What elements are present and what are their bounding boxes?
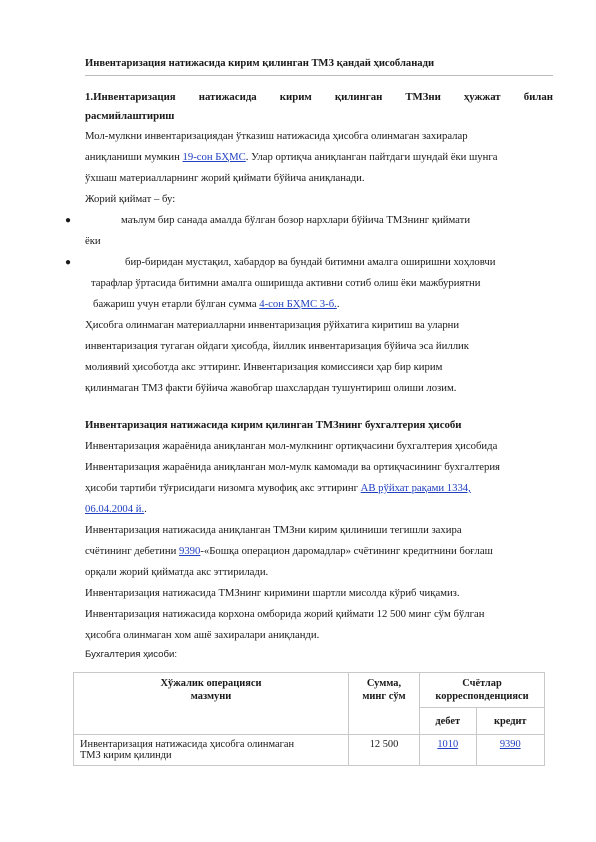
link-av-date[interactable]: 06.04.2004 й. bbox=[85, 503, 145, 515]
or-text: ёки bbox=[85, 235, 101, 247]
accounting-table bbox=[73, 672, 545, 766]
section-1-heading: 1.Инвентаризация натижасида кирим қилинган ТМЗни ҳужжат билан bbox=[85, 91, 553, 103]
paragraph: орқали жорий қийматда акс эттирилади. bbox=[85, 566, 269, 578]
cell-operation: Инвентаризация натижасида ҳисобга олинмаган ТМЗ кирим қилинди bbox=[74, 735, 349, 766]
paragraph: ҳисобга олинмаган хом ашё захиралари аниқланди. bbox=[85, 629, 320, 641]
paragraph: Инвентаризация жараёнида аниқланган мол-мулк камомади ва ортиқчасининг бухгалтерия bbox=[85, 461, 500, 473]
header-operation: Хўжалик операцияси мазмуни bbox=[74, 673, 349, 735]
paragraph: аниқланиши мумкин 19-сон БҲМС. Улар ортиқча аниқланган пайтдаги шундай ёки шунга bbox=[85, 151, 498, 163]
document-page bbox=[65, 58, 553, 664]
table-header-row bbox=[74, 673, 545, 708]
section-2-heading: Инвентаризация натижасида кирим қилинган ТМЗнинг бухгалтерия ҳисоби bbox=[85, 419, 462, 431]
paragraph: ҳисоби тартиби тўғрисидаги низомга мувофиқ акс эттиринг АВ рўйхат рақами 1334, bbox=[85, 482, 471, 494]
paragraph: қилинмаган ТМЗ факти бўйича жавобгар шахслардан тушунтириш олиши лозим. bbox=[85, 382, 457, 394]
bullet-icon: ● bbox=[65, 257, 72, 268]
accounting-label: Бухгалтерия ҳисоби: bbox=[85, 649, 177, 660]
bullet-icon: ● bbox=[65, 215, 72, 226]
bullet-item: ● бир-биридан мустақил, хабардор ва бундай битимни амалга оширишни хоҳловчи bbox=[85, 252, 553, 273]
paragraph: ўхшаш материалларнинг жорий қиймати бўйича аниқланади. bbox=[85, 172, 365, 184]
paragraph: Инвентаризация натижасида аниқланган ТМЗни кирим қилиниши тегишли захира bbox=[85, 524, 462, 536]
page-title: Инвентаризация натижасида кирим қилинган ТМЗ қандай ҳисобланади bbox=[85, 58, 553, 76]
bullet-item-cont: тарафлар ўртасида битимни амалга оширишда активни сотиб олиш ёки мажбуриятни bbox=[91, 277, 481, 289]
table-row bbox=[74, 735, 545, 766]
link-av-1334[interactable]: АВ рўйхат рақами 1334, bbox=[360, 482, 471, 494]
link-account-1010[interactable]: 1010 bbox=[437, 739, 459, 750]
paragraph: Ҳисобга олинмаган материалларни инвентаризация рўйхатига киритиш ва уларни bbox=[85, 319, 460, 331]
paragraph: счётининг дебетини 9390-«Бошқа операцион даромадлар» счётининг кредитнини боғлаш bbox=[85, 545, 493, 557]
cell-credit bbox=[476, 735, 544, 766]
header-debit: дебет bbox=[420, 708, 477, 735]
link-bhms-19[interactable]: 19-сон БҲМС bbox=[182, 151, 246, 163]
bullet-item: ● маълум бир санада амалда бўлган бозор нархлари бўйича ТМЗнинг қиймати bbox=[85, 210, 553, 231]
paragraph: молиявий ҳисоботда акс эттиринг. Инвентаризация комиссияси ҳар бир кирим bbox=[85, 361, 443, 373]
cell-sum: 12 500 bbox=[349, 735, 420, 766]
paragraph: Мол-мулкни инвентаризациядан ўтказиш натижасида ҳисобга олинмаган захиралар bbox=[85, 130, 468, 142]
link-bhms-4[interactable]: 4-сон БҲМС 3-б. bbox=[259, 298, 337, 310]
paragraph: инвентаризация тугаган ойдаги ҳисобда, йиллик инвентаризация бўйича эса йиллик bbox=[85, 340, 469, 352]
paragraph: 06.04.2004 й.. bbox=[85, 503, 147, 515]
header-credit: кредит bbox=[476, 708, 544, 735]
link-account-9390[interactable]: 9390 bbox=[178, 545, 201, 557]
paragraph: Инвентаризация жараёнида аниқланган мол-мулкнинг ортиқчасини бухгалтерия ҳисобида bbox=[85, 440, 498, 452]
cell-debit bbox=[420, 735, 477, 766]
paragraph: Инвентаризация натижасида корхона омборида жорий қиймати 12 500 минг сўм бўлган bbox=[85, 608, 485, 620]
bullet-item-cont: бажариш учун етарли бўлган сумма 4-сон БҲМС 3-б.. bbox=[93, 298, 340, 310]
section-1-heading-cont: расмийлаштириш bbox=[85, 110, 175, 122]
header-sum: Сумма, минг сўм bbox=[349, 673, 420, 735]
link-account-9390-table[interactable]: 9390 bbox=[499, 739, 521, 750]
paragraph: Инвентаризация натижасида ТМЗнинг киримини шартли мисолда кўриб чиқамиз. bbox=[85, 587, 460, 599]
header-accounts: Счётлар корреспонденцияси bbox=[420, 673, 545, 708]
paragraph: Жорий қиймат – бу: bbox=[85, 193, 176, 205]
